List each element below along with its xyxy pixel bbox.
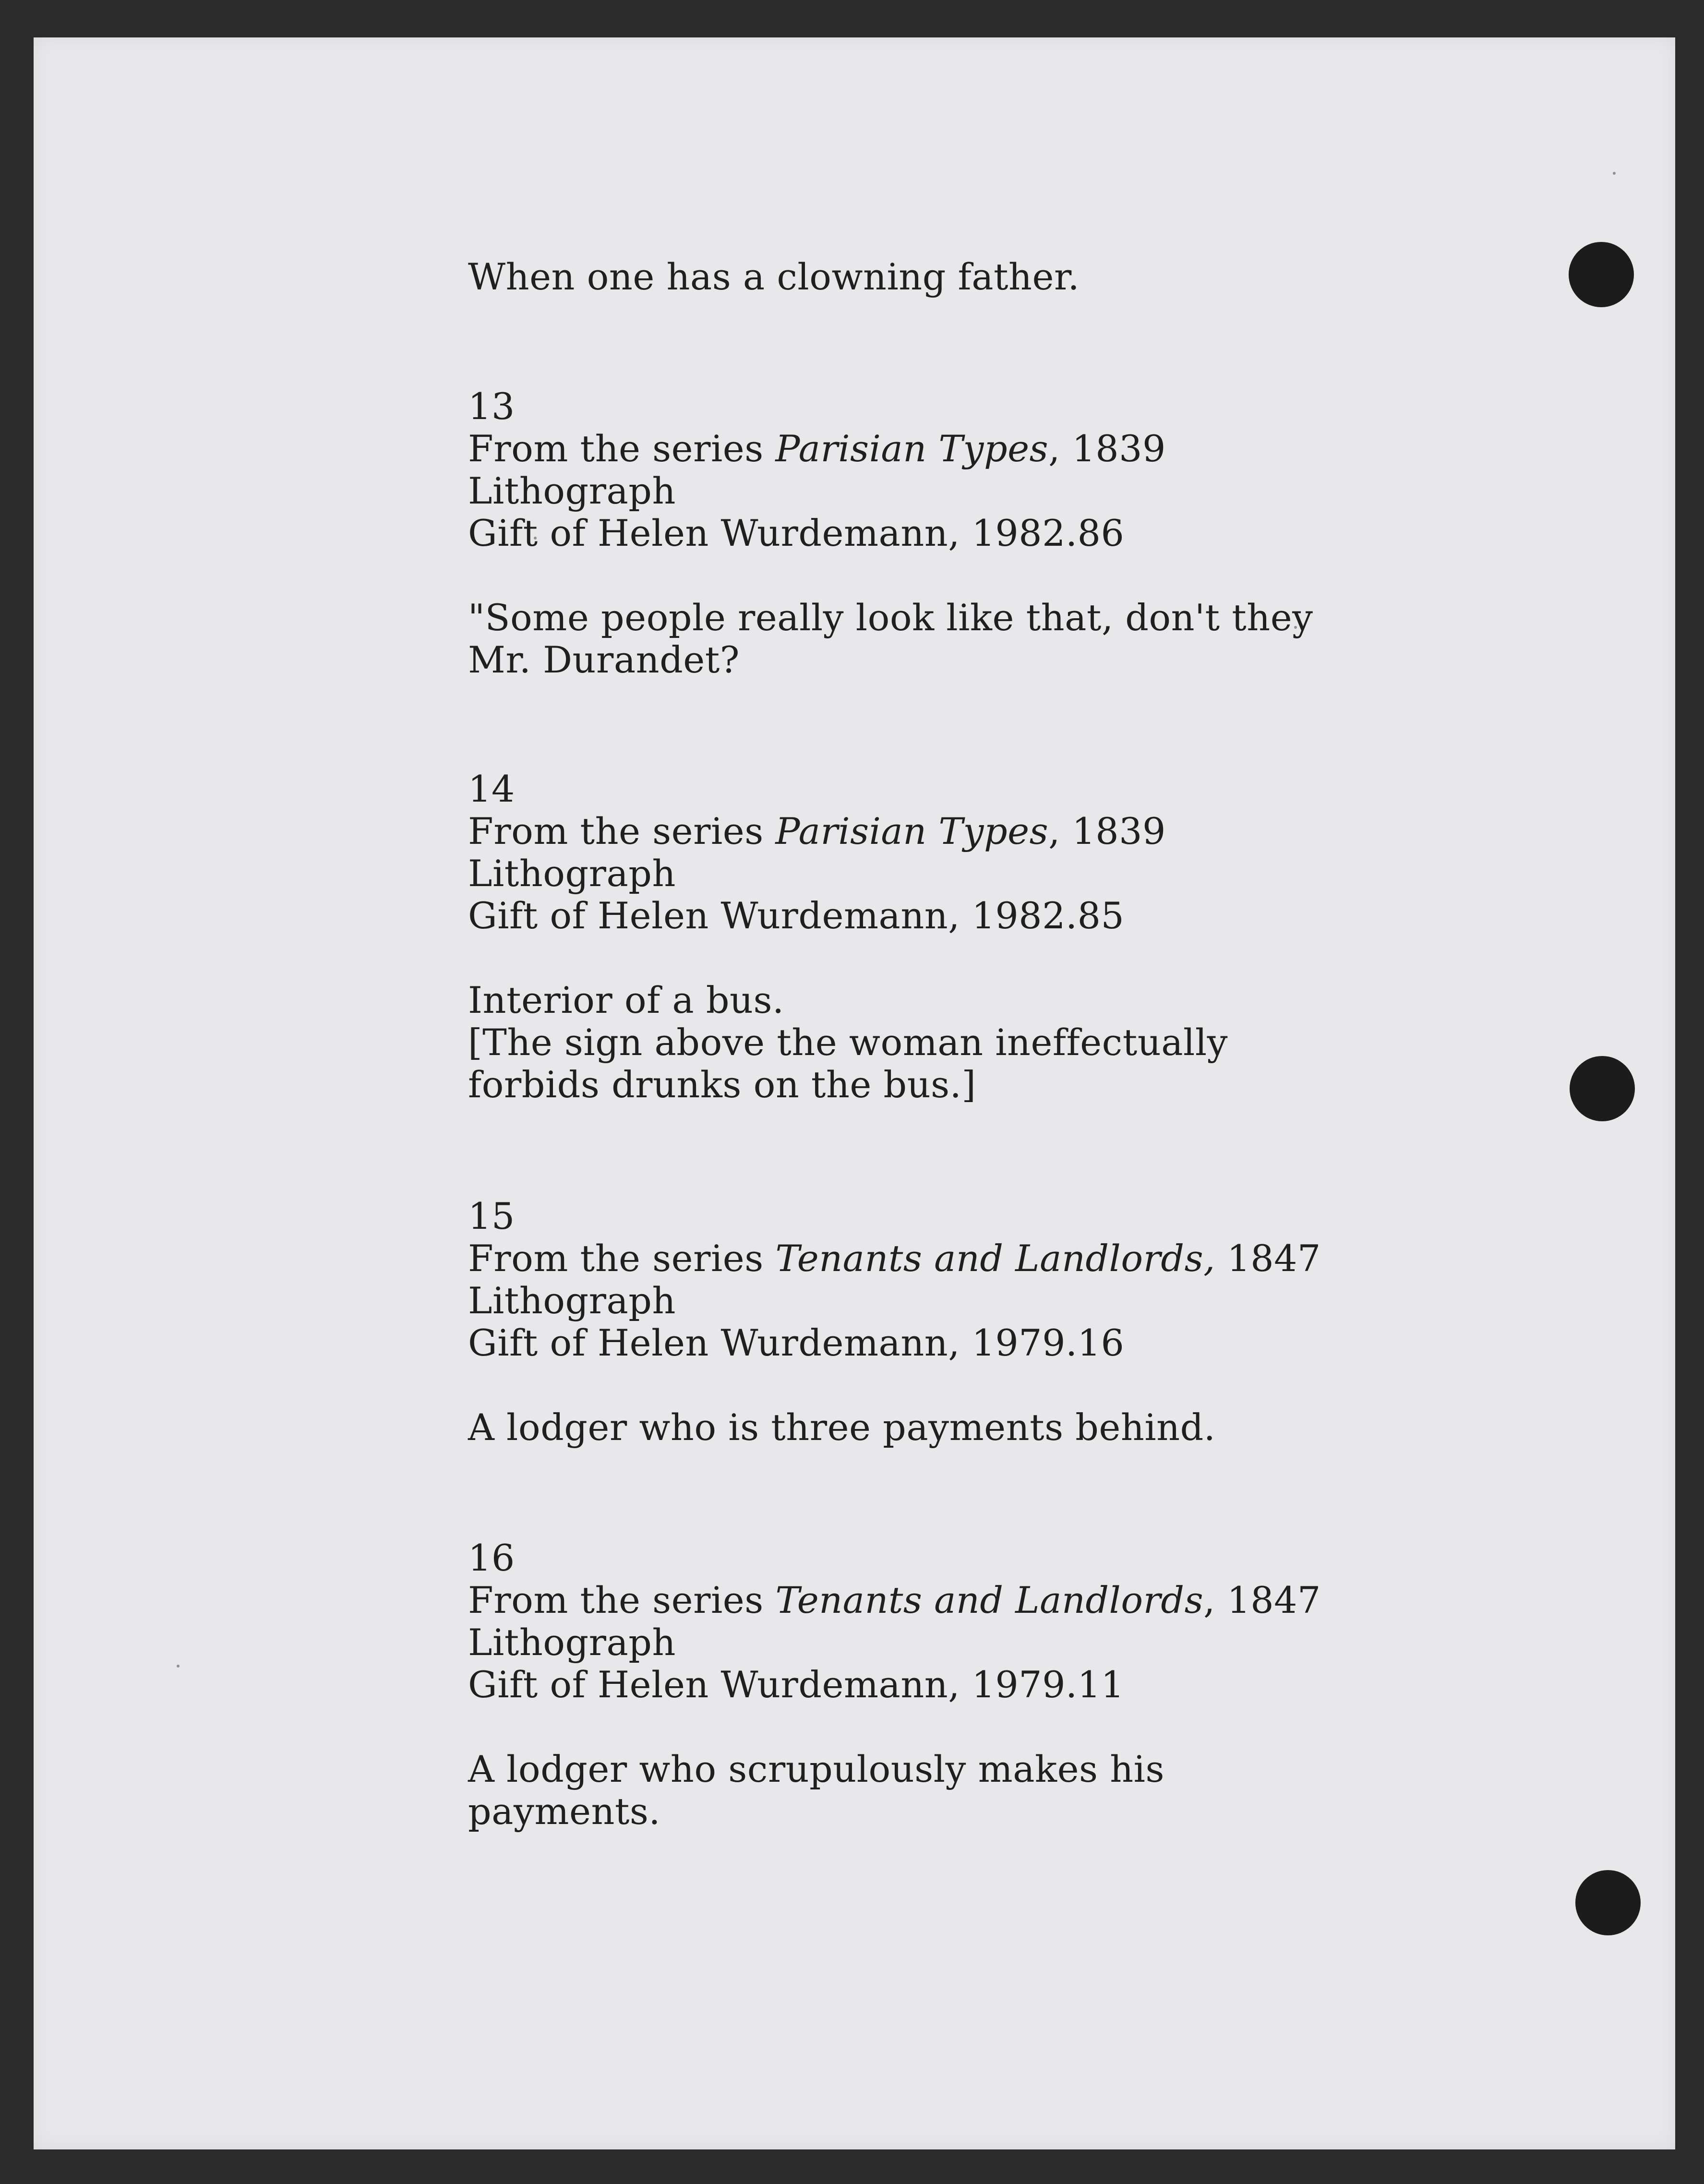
series-title: Tenants and Landlords xyxy=(775,1579,1204,1621)
entry-series: From the series Tenants and Landlords, 1847 xyxy=(468,1579,1321,1621)
entry-medium: Lithograph xyxy=(468,1621,676,1664)
catalog-entry-14 xyxy=(468,768,1428,1106)
entry-caption-line: "Some people really look like that, don't they xyxy=(468,596,1313,639)
entry-number: 13 xyxy=(468,385,515,428)
intro-caption xyxy=(468,256,1428,298)
entry-caption-line: [The sign above the woman ineffectually xyxy=(468,1021,1228,1064)
entry-series: From the series Parisian Types, 1839 xyxy=(468,810,1166,852)
punch-hole-middle xyxy=(1570,1056,1635,1121)
document-page xyxy=(34,37,1675,2149)
entry-number: 14 xyxy=(468,768,515,810)
entry-caption-line: Interior of a bus. xyxy=(468,979,784,1021)
entry-caption-line: forbids drunks on the bus.] xyxy=(468,1063,976,1106)
catalog-entry-15 xyxy=(468,1195,1428,1449)
series-title: Tenants and Landlords, xyxy=(775,1237,1215,1280)
catalog-entry-16 xyxy=(468,1537,1428,1833)
entry-number: 16 xyxy=(468,1536,515,1579)
entry-caption-line: A lodger who is three payments behind. xyxy=(468,1406,1216,1449)
series-title: Parisian Types xyxy=(775,810,1049,852)
catalog-entry-13 xyxy=(468,385,1428,681)
paper-speck xyxy=(1613,172,1616,175)
entry-caption-line: payments. xyxy=(468,1790,661,1833)
entry-medium: Lithograph xyxy=(468,469,676,512)
entry-credit: Gift of Helen Wurdemann, 1979.16 xyxy=(468,1321,1125,1364)
entry-caption-line: A lodger who scrupulously makes his xyxy=(468,1748,1164,1790)
punch-hole-top xyxy=(1569,242,1634,307)
entry-medium: Lithograph xyxy=(468,852,676,895)
entry-caption-line: Mr. Durandet? xyxy=(468,638,740,681)
entry-credit: Gift of Helen Wurdemann, 1979.11 xyxy=(468,1663,1125,1706)
intro-caption-line: When one has a clowning father. xyxy=(468,255,1080,298)
entry-credit: Gift of Helen Wurdemann, 1982.85 xyxy=(468,894,1125,937)
paper-speck xyxy=(177,1665,180,1668)
entry-series: From the series Tenants and Landlords, 1847 xyxy=(468,1237,1321,1280)
entry-medium: Lithograph xyxy=(468,1279,676,1322)
series-title: Parisian Types xyxy=(775,427,1049,470)
entry-series: From the series Parisian Types, 1839 xyxy=(468,427,1166,470)
entry-credit: Gift of Helen Wurdemann, 1982.86 xyxy=(468,512,1125,554)
punch-hole-bottom xyxy=(1575,1870,1641,1935)
entry-number: 15 xyxy=(468,1195,515,1237)
